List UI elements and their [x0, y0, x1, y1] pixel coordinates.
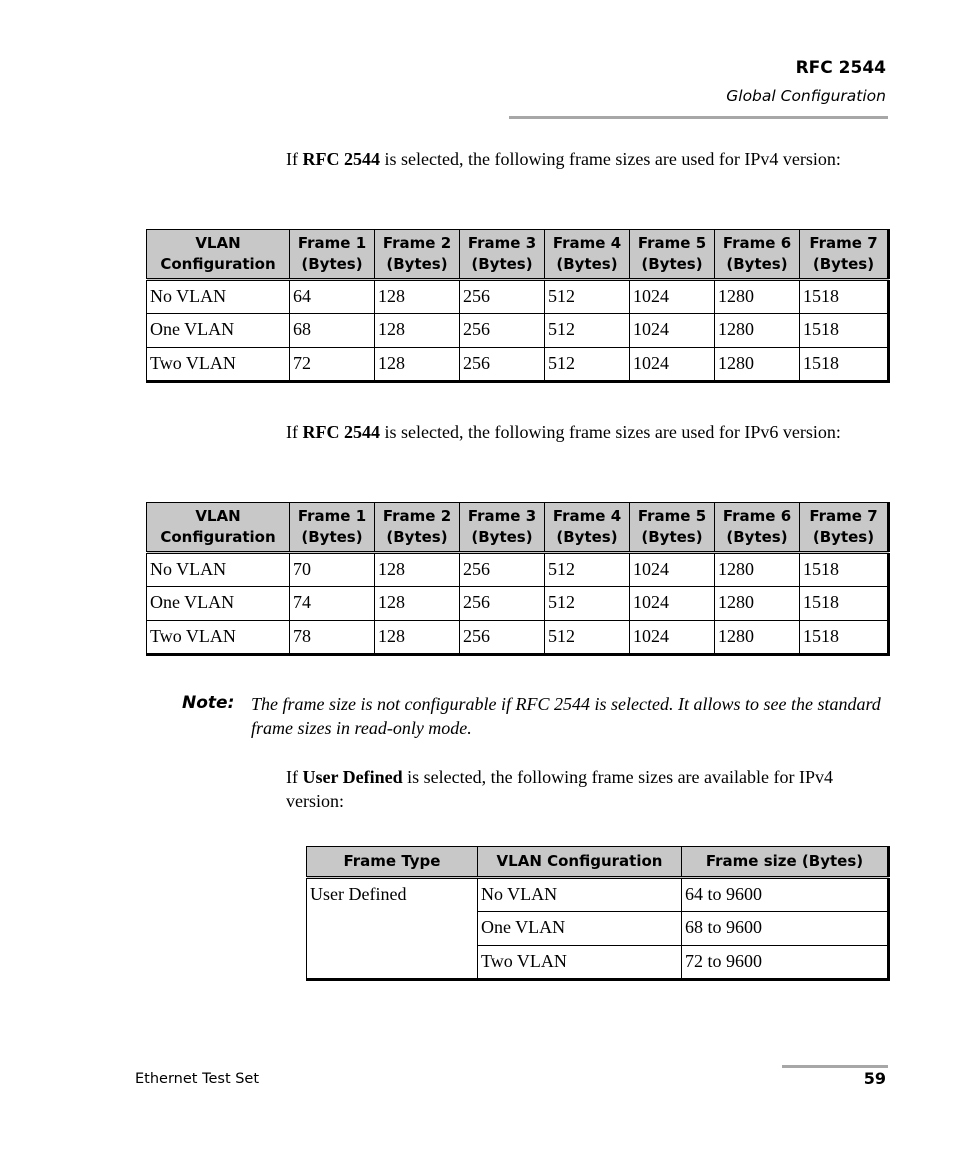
table-header-row: [147, 230, 889, 280]
table-cell: 512: [545, 621, 630, 655]
header-frame-2: Frame 2 (Bytes): [375, 230, 460, 280]
table-cell: One VLAN: [147, 587, 290, 621]
header-frame-size: Frame size (Bytes): [682, 847, 889, 878]
table-cell: One VLAN: [147, 314, 290, 348]
header-frame-4: Frame 4 (Bytes): [545, 230, 630, 280]
table-cell: 1518: [800, 348, 889, 382]
table-cell: 78: [290, 621, 375, 655]
footer-product-name: Ethernet Test Set: [135, 1071, 260, 1087]
table-cell: No VLAN: [147, 280, 290, 314]
table-cell: 1024: [630, 621, 715, 655]
user-defined-frame-size-table: [306, 846, 890, 981]
ipv4-intro-paragraph: [286, 147, 886, 171]
table-cell: 72: [290, 348, 375, 382]
table-cell: 74: [290, 587, 375, 621]
ipv4-intro-pre: If: [286, 149, 303, 169]
note-text: The frame size is not configurable if RFC 2544 is selected. It allows to see the standard frame sizes in read-only mode.: [251, 694, 881, 738]
table-cell: 128: [375, 553, 460, 587]
table-cell: No VLAN: [478, 878, 682, 912]
header-frame-5: Frame 5 (Bytes): [630, 230, 715, 280]
header-frame-4: Frame 4 (Bytes): [545, 503, 630, 553]
user-defined-intro-paragraph: [286, 765, 886, 813]
footer-rule: [782, 1065, 888, 1068]
table-cell: 512: [545, 348, 630, 382]
table-cell: Two VLAN: [478, 946, 682, 980]
table-cell: 256: [460, 587, 545, 621]
table-cell: 128: [375, 280, 460, 314]
ipv6-frame-size-table: [146, 502, 890, 656]
frame-type-cell: User Defined: [307, 878, 478, 980]
header-vlan-configuration: VLAN Configuration: [147, 503, 290, 553]
note-label: Note:: [182, 693, 235, 713]
table-cell: Two VLAN: [147, 621, 290, 655]
table-cell: 1518: [800, 621, 889, 655]
header-frame-6: Frame 6 (Bytes): [715, 230, 800, 280]
table-cell: 70: [290, 553, 375, 587]
table-cell: One VLAN: [478, 912, 682, 946]
table-cell: 1280: [715, 280, 800, 314]
header-frame-2: Frame 2 (Bytes): [375, 503, 460, 553]
table-cell: 64: [290, 280, 375, 314]
table-cell: 128: [375, 587, 460, 621]
header-frame-3: Frame 3 (Bytes): [460, 503, 545, 553]
table-row: [147, 314, 889, 348]
table-cell: 1280: [715, 621, 800, 655]
table-cell: 512: [545, 314, 630, 348]
table-header-row: [307, 847, 889, 878]
table-cell: No VLAN: [147, 553, 290, 587]
table-cell: 72 to 9600: [682, 946, 889, 980]
user-intro-bold: User Defined: [302, 767, 403, 787]
table-cell: 1024: [630, 348, 715, 382]
header-frame-7: Frame 7 (Bytes): [800, 230, 889, 280]
ipv6-intro-pre: If: [286, 422, 303, 442]
table-row: [307, 878, 889, 912]
table-cell: 1024: [630, 314, 715, 348]
table-cell: 128: [375, 314, 460, 348]
page-number: 59: [863, 1069, 886, 1088]
table-row: [147, 553, 889, 587]
table-cell: 512: [545, 280, 630, 314]
table-row: [147, 587, 889, 621]
table-row: [147, 280, 889, 314]
table-row: [147, 348, 889, 382]
header-frame-type: Frame Type: [307, 847, 478, 878]
ipv4-intro-post: is selected, the following frame sizes are used for IPv4 version:: [380, 149, 841, 169]
table-cell: 256: [460, 348, 545, 382]
ipv6-intro-paragraph: [286, 420, 886, 444]
table-header-row: [147, 503, 889, 553]
table-cell: 128: [375, 348, 460, 382]
table-cell: 1518: [800, 314, 889, 348]
ipv4-frame-size-table: [146, 229, 890, 383]
table-cell: 256: [460, 553, 545, 587]
table-cell: 256: [460, 280, 545, 314]
table-cell: 1518: [800, 587, 889, 621]
ipv6-intro-post: is selected, the following frame sizes are used for IPv6 version:: [380, 422, 841, 442]
table-cell: 1280: [715, 587, 800, 621]
table-cell: 64 to 9600: [682, 878, 889, 912]
header-frame-7: Frame 7 (Bytes): [800, 503, 889, 553]
user-intro-pre: If: [286, 767, 303, 787]
header-frame-1: Frame 1 (Bytes): [290, 230, 375, 280]
header-frame-6: Frame 6 (Bytes): [715, 503, 800, 553]
table-cell: 512: [545, 587, 630, 621]
page-header-subtitle: Global Configuration: [726, 87, 886, 105]
table-cell: 1024: [630, 553, 715, 587]
table-cell: 68 to 9600: [682, 912, 889, 946]
ipv4-intro-bold: RFC 2544: [302, 149, 380, 169]
table-cell: 128: [375, 621, 460, 655]
user-intro-post: is selected, the following frame sizes are available for IPv4 version:: [286, 767, 833, 811]
table-cell: 256: [460, 621, 545, 655]
table-cell: 1024: [630, 280, 715, 314]
table-cell: 1280: [715, 553, 800, 587]
table-cell: 68: [290, 314, 375, 348]
header-vlan-configuration: VLAN Configuration: [478, 847, 682, 878]
header-frame-5: Frame 5 (Bytes): [630, 503, 715, 553]
header-vlan-configuration: VLAN Configuration: [147, 230, 290, 280]
table-row: [147, 621, 889, 655]
page-header-title: RFC 2544: [795, 58, 886, 78]
table-cell: 1518: [800, 553, 889, 587]
table-cell: 256: [460, 314, 545, 348]
table-cell: 1518: [800, 280, 889, 314]
header-frame-1: Frame 1 (Bytes): [290, 503, 375, 553]
ipv6-intro-bold: RFC 2544: [302, 422, 380, 442]
header-rule: [509, 116, 888, 119]
table-cell: Two VLAN: [147, 348, 290, 382]
table-cell: 1024: [630, 587, 715, 621]
header-frame-3: Frame 3 (Bytes): [460, 230, 545, 280]
table-cell: 1280: [715, 314, 800, 348]
table-cell: 512: [545, 553, 630, 587]
table-cell: 1280: [715, 348, 800, 382]
